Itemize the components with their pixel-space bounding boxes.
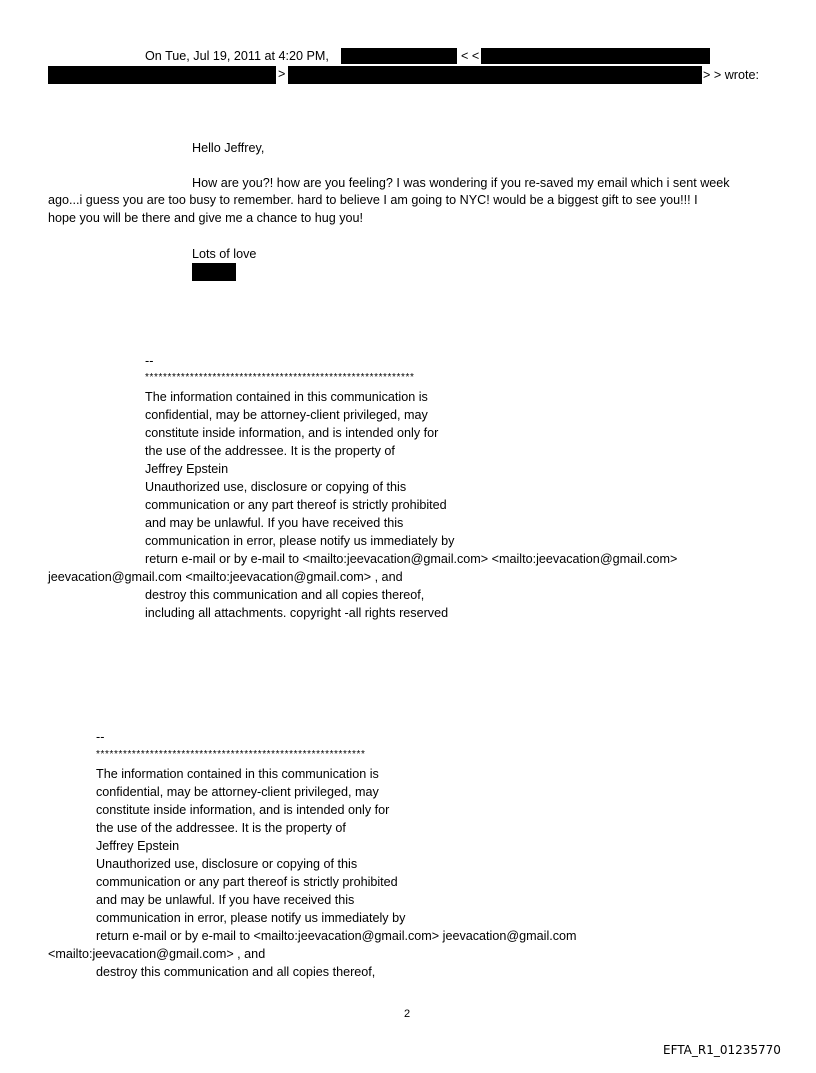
header-wrote: > > wrote: — [703, 68, 760, 82]
greeting: Hello Jeffrey, — [192, 141, 265, 155]
body-line-3: hope you will be there and give me a chance to hug you! — [48, 211, 364, 225]
disclaimer1-line: jeevacation@gmail.com <mailto:jeevacation@gmail.com> , and — [48, 570, 403, 584]
document-id: EFTA_R1_01235770 — [663, 1043, 781, 1057]
disclaimer1-line: destroy this communication and all copies thereof, — [145, 588, 425, 602]
disclaimer1-line: confidential, may be attorney-client privileged, may — [145, 408, 428, 422]
disclaimer1-line: return e-mail or by e-mail to <mailto:jeevacation@gmail.com> <mailto:jeevacation@gmail.com> — [145, 552, 678, 566]
disclaimer1-line: Jeffrey Epstein — [145, 462, 229, 476]
redaction-signature — [192, 263, 236, 281]
disclaimer2-stars: ************************************************************ — [96, 749, 366, 760]
disclaimer2-dashes: -- — [96, 730, 105, 744]
disclaimer2-line: Unauthorized use, disclosure or copying of this — [96, 857, 358, 871]
disclaimer2-line: destroy this communication and all copies thereof, — [96, 965, 376, 979]
redaction-sender-name — [341, 48, 457, 64]
disclaimer1-line: the use of the addressee. It is the property of — [145, 444, 395, 458]
disclaimer1-line: The information contained in this communication is — [145, 390, 428, 404]
disclaimer1-line: Unauthorized use, disclosure or copying of this — [145, 480, 407, 494]
body-line-2: ago...i guess you are too busy to remember. hard to believe I am going to NYC! would be a biggest gift to see you!!! I — [48, 193, 698, 207]
disclaimer2-line: <mailto:jeevacation@gmail.com> , and — [48, 947, 266, 961]
disclaimer2-line: The information contained in this communication is — [96, 767, 379, 781]
header-open-brackets: < < — [461, 49, 480, 63]
disclaimer1-dashes: -- — [145, 354, 154, 368]
disclaimer1-stars: ************************************************************ — [145, 372, 415, 383]
disclaimer2-line: constitute inside information, and is intended only for — [96, 803, 390, 817]
header-date-line: On Tue, Jul 19, 2011 at 4:20 PM, — [145, 49, 329, 63]
redaction-sender-email-cont — [48, 66, 276, 84]
page-number: 2 — [404, 1008, 411, 1020]
body-line-1: How are you?! how are you feeling? I was wondering if you re-saved my email which i sent week — [192, 176, 730, 190]
disclaimer2-line: return e-mail or by e-mail to <mailto:jeevacation@gmail.com> jeevacation@gmail.com — [96, 929, 577, 943]
disclaimer1-line: constitute inside information, and is intended only for — [145, 426, 439, 440]
disclaimer1-line: communication or any part thereof is strictly prohibited — [145, 498, 447, 512]
disclaimer1-line: including all attachments. copyright -all rights reserved — [145, 606, 449, 620]
disclaimer2-line: communication or any part thereof is strictly prohibited — [96, 875, 398, 889]
disclaimer2-line: Jeffrey Epstein — [96, 839, 180, 853]
disclaimer1-line: and may be unlawful. If you have received this — [145, 516, 404, 530]
redaction-recipient — [288, 66, 702, 84]
redaction-sender-email — [481, 48, 710, 64]
disclaimer2-line: and may be unlawful. If you have received this — [96, 893, 355, 907]
disclaimer1-line: communication in error, please notify us immediately by — [145, 534, 455, 548]
disclaimer2-line: the use of the addressee. It is the property of — [96, 821, 346, 835]
closing: Lots of love — [192, 247, 257, 261]
disclaimer2-line: confidential, may be attorney-client privileged, may — [96, 785, 379, 799]
disclaimer2-line: communication in error, please notify us immediately by — [96, 911, 406, 925]
header-gt: > — [278, 67, 286, 81]
